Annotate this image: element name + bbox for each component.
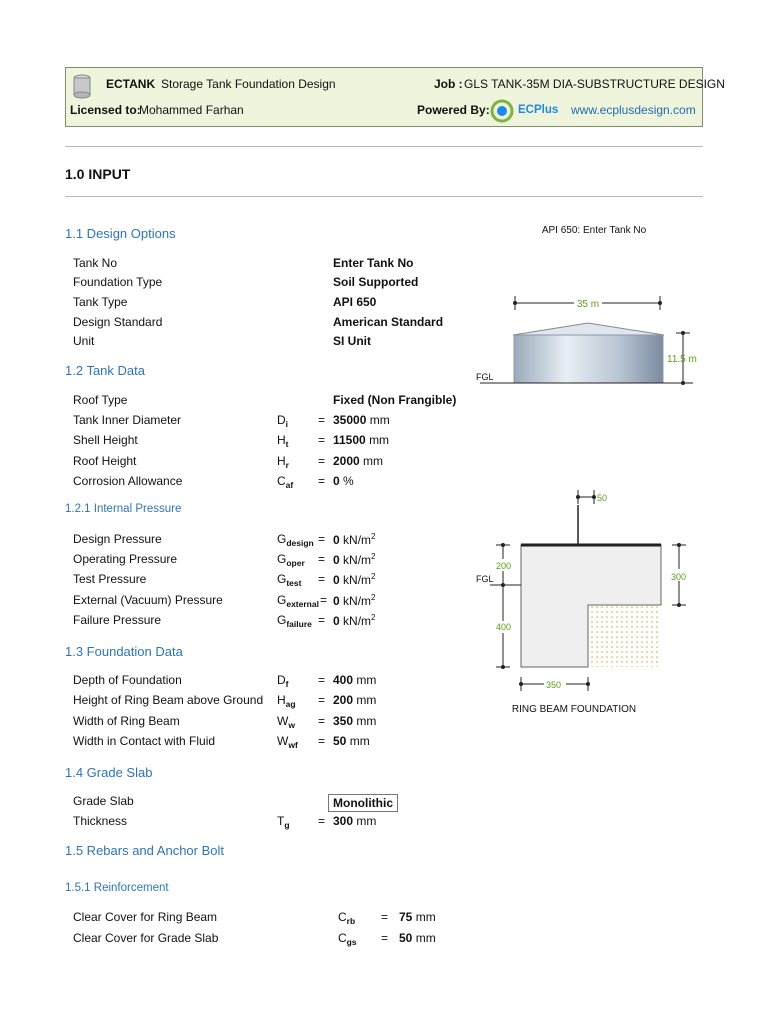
param-symbol: $G_{oper}$ [277,552,305,568]
param-value[interactable]: 350 mm [333,714,377,728]
param-value[interactable]: 0 $kN/m^2$ [333,613,376,628]
option-label: Foundation Type [73,275,163,289]
param-label: Width in Contact with Fluid [73,734,216,748]
param-label: Operating Pressure [73,552,178,566]
tank-data-row [0,413,768,429]
option-label: Design Standard [73,315,163,329]
param-value[interactable]: 11500 mm [333,433,390,447]
brand-name: ECPlus [518,104,559,116]
dimension-dot [513,301,517,305]
param-value[interactable]: 0 $kN/m^2$ [333,593,376,608]
param-symbol: $G_{test}$ [277,572,302,588]
licensed-value: Mohammed Farhan [139,103,244,117]
design-options-heading: 1.1 Design Options [65,226,176,241]
divider [65,196,703,197]
internal-pressure-heading: 1.2.1 Internal Pressure [65,503,182,515]
param-value[interactable]: 400 mm [333,673,377,687]
equals-sign: = [318,714,326,728]
param-symbol: $W_{wf}$ [277,734,298,750]
dimension-dot [677,603,681,607]
tank-data-row [0,454,768,470]
param-value[interactable]: 2000 mm [333,454,384,468]
equals-sign: = [318,433,326,447]
grade-slab-label: Grade Slab [73,794,134,808]
equals-sign: = [318,532,326,546]
option-value[interactable]: API 650 [333,295,377,309]
soil-hatch [588,605,661,667]
equals-sign: = [381,910,389,924]
height-label: 11.5 m [667,354,697,365]
param-value[interactable]: 200 mm [333,693,377,707]
param-label: Roof Height [73,454,137,468]
param-value[interactable]: 0 $kN/m^2$ [333,552,376,567]
job-label: Job : [434,77,463,91]
param-label: External (Vacuum) Pressure [73,593,223,607]
option-label: Tank No [73,256,118,270]
app-name: ECTANK [106,77,156,91]
grade-slab-select[interactable]: Monolithic [328,794,398,812]
param-symbol: $C_{af}$ [277,474,294,490]
param-label: Height of Ring Beam above Ground [73,693,264,707]
option-label: Tank Type [73,295,128,309]
param-value[interactable]: 50 mm [333,734,370,748]
job-value: GLS TANK-35M DIA-SUBSTRUCTURE DESIGN [464,77,725,91]
param-symbol: $D_f$ [277,673,289,689]
diameter-label: 35 m [576,299,600,310]
option-value[interactable]: Soil Supported [333,275,419,289]
param-label: Thickness [73,814,128,828]
ecplus-logo-icon [490,99,514,123]
dimension-dot [501,543,505,547]
equals-sign: = [318,613,326,627]
licensed-label: Licensed to: [70,103,141,117]
param-value[interactable]: 50 mm [399,931,436,945]
param-label: Shell Height [73,433,138,447]
roof-type-value[interactable]: Fixed (Non Frangible) [333,393,457,407]
powered-label: Powered By: [417,103,490,117]
param-symbol: $T_g$ [277,814,290,830]
param-symbol: $G_{failure}$ [277,613,312,629]
param-symbol: $W_w$ [277,714,295,730]
ground-label: FGL [476,574,494,584]
param-symbol: $C_{gs}$ [338,931,357,947]
param-symbol: $H_r$ [277,454,289,470]
width-label: 350 [546,680,562,690]
roof-type-row [0,393,768,409]
param-label: Clear Cover for Grade Slab [73,931,219,945]
param-label: Design Pressure [73,532,162,546]
dimension-dot [586,682,590,686]
param-value[interactable]: 0 % [333,474,354,488]
equals-sign: = [318,413,326,427]
param-label: Test Pressure [73,572,147,586]
param-symbol: $H_t$ [277,433,289,449]
tank-roof [513,323,664,335]
equals-sign: = [318,454,326,468]
dimension-dot [501,665,505,669]
param-symbol: $H_{ag}$ [277,693,296,709]
equals-sign: = [318,552,326,566]
slab-label: 300 [671,572,687,582]
dimension-dot [501,583,505,587]
equals-sign: = [318,693,326,707]
equals-sign: = [318,814,326,828]
tank-figure-caption: API 650: Enter Tank No [541,225,647,236]
tank-elevation-figure [460,215,720,395]
equals-sign: = [318,673,326,687]
foundation-row [0,734,768,750]
param-value[interactable]: 0 $kN/m^2$ [333,572,376,587]
depth-label: 400 [496,622,512,632]
param-label: Tank Inner Diameter [73,413,182,427]
param-value[interactable]: 35000 mm [333,413,390,427]
param-label: Corrosion Allowance [73,474,183,488]
param-value[interactable]: 0 $kN/m^2$ [333,532,376,547]
param-label: Width of Ring Beam [73,714,180,728]
ground-label: FGL [476,372,494,382]
param-symbol: $G_{external}$ [277,593,319,609]
dimension-dot [681,381,685,385]
tank-logo-icon [71,72,93,100]
param-label: Depth of Foundation [73,673,182,687]
ring-figure-caption: RING BEAM FOUNDATION [511,704,637,715]
param-value[interactable]: 300 mm [333,814,377,828]
option-value[interactable]: Enter Tank No [333,256,414,270]
header-banner [65,67,725,127]
app-subtitle: Storage Tank Foundation Design [161,77,336,91]
param-label: Clear Cover for Ring Beam [73,910,218,924]
grade-slab-thickness-row [0,814,768,830]
reinforcement-heading: 1.5.1 Reinforcement [65,882,169,894]
section-title: 1.0 INPUT [65,166,131,182]
option-value[interactable]: American Standard [333,315,444,329]
option-label: Unit [73,334,95,348]
dimension-dot [677,543,681,547]
param-symbol: $D_i$ [277,413,289,429]
tank-shell [514,335,663,383]
grade-slab-type-row [0,794,768,810]
equals-sign: = [318,572,326,586]
rebar-row [0,910,768,926]
equals-sign: = [381,931,389,945]
equals-sign: = [318,734,326,748]
top-width-label: 50 [597,493,608,503]
ring-beam-figure [470,485,700,720]
tank-data-row [0,433,768,449]
param-label: Failure Pressure [73,613,162,627]
equals-sign: = [320,593,328,607]
option-value[interactable]: SI Unit [333,334,371,348]
above-ground-label: 200 [496,561,512,571]
dimension-dot [658,301,662,305]
param-value[interactable]: 75 mm [399,910,436,924]
dimension-dot [681,331,685,335]
divider [65,146,703,147]
equals-sign: = [318,474,326,488]
rebar-row [0,931,768,947]
roof-type-label: Roof Type [73,393,128,407]
foundation-data-heading: 1.3 Foundation Data [65,644,183,659]
rebars-heading: 1.5 Rebars and Anchor Bolt [65,843,224,858]
dimension-dot [519,682,523,686]
grade-slab-heading: 1.4 Grade Slab [65,765,153,780]
website-link[interactable]: www.ecplusdesign.com [571,103,696,117]
tank-data-heading: 1.2 Tank Data [65,363,145,378]
param-symbol: $C_{rb}$ [338,910,356,926]
param-symbol: $G_{design}$ [277,532,314,548]
